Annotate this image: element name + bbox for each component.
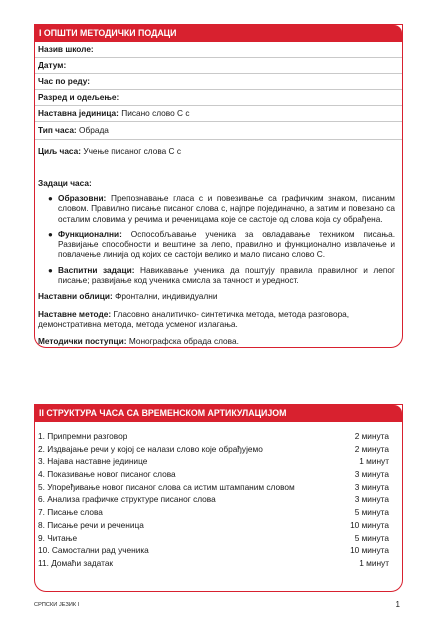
step-duration: 1 минут — [359, 456, 389, 467]
tasks-title: Задаци часа: — [38, 178, 92, 188]
step-text: 5. Упоређивање новог писаног слова са истим штампаним словом — [38, 481, 295, 492]
list-item — [38, 544, 399, 557]
step-text: 1. Припремни разговор — [38, 431, 128, 441]
step-duration: 1 минут — [359, 557, 389, 568]
list-item — [38, 481, 399, 494]
step-text: 3. Најава наставне јединице — [38, 456, 148, 467]
list-item — [48, 229, 395, 260]
bullet-icon: ● — [48, 194, 53, 203]
step-text: 7. Писање слова — [38, 507, 103, 518]
methods-label: Наставне методе: — [38, 308, 112, 319]
date-label: Датум: — [38, 60, 67, 70]
list-item — [48, 193, 395, 224]
list-item — [48, 265, 395, 286]
step-text: 9. Читање — [38, 532, 78, 543]
list-item — [38, 519, 399, 532]
type-row — [35, 122, 402, 140]
section-title: I ОПШТИ МЕТОДИЧКИ ПОДАЦИ — [35, 25, 402, 42]
grade-row — [35, 90, 402, 106]
list-item — [38, 506, 399, 519]
step-duration: 5 минута — [354, 532, 389, 543]
forms-label: Наставни облици: — [38, 291, 113, 302]
bullet-icon: ● — [48, 229, 53, 239]
task-label: Образовни: — [58, 193, 107, 203]
methods-value: Гласовно аналитичко- синтетичка метода, метода разговора, демонстративна метода, метода усменог излагања. — [38, 308, 350, 329]
step-duration: 3 минута — [354, 481, 389, 492]
goal-value: Учење писаног слова С с — [83, 146, 182, 156]
procedures-paragraph — [35, 336, 402, 346]
forms-paragraph — [35, 291, 402, 301]
tasks-list — [35, 193, 402, 285]
step-duration: 3 минута — [354, 469, 389, 480]
methods-paragraph — [35, 309, 402, 330]
list-item — [38, 493, 399, 506]
type-value: Обрада — [79, 125, 109, 135]
type-label: Тип часа: — [38, 125, 77, 135]
step-duration: 5 минута — [354, 507, 389, 518]
procedures-label: Методички поступци: — [38, 336, 127, 347]
step-text: 11. Домаћи задатак — [38, 557, 114, 568]
list-item — [38, 443, 399, 456]
goal-label: Циљ часа: — [38, 146, 82, 156]
forms-value: Фронтални, индивидуални — [115, 291, 218, 302]
step-duration: 10 минута — [350, 519, 389, 530]
unit-row — [35, 106, 402, 122]
general-data-section — [34, 24, 403, 348]
task-label: Васпитни задаци: — [58, 264, 135, 275]
list-item — [38, 455, 399, 468]
period-row — [35, 74, 402, 90]
list-item — [38, 532, 399, 545]
school-row — [35, 42, 402, 58]
goal-row — [35, 140, 402, 164]
step-text: 2. Издвајање речи у којој се налази слово које обрађујемо — [38, 443, 263, 454]
date-row — [35, 58, 402, 74]
step-duration: 2 минута — [354, 431, 389, 441]
unit-label: Наставна јединица: — [38, 108, 119, 118]
unit-value: Писано слово С с — [121, 108, 190, 118]
list-item — [38, 468, 399, 481]
lesson-structure-section — [34, 404, 403, 592]
structure-list — [35, 422, 402, 570]
task-text: Оспособљавање ученика за овладавање техником писања. Развијање способности и вештине за лепо, правилно и функционално извлачење и повлачење линија од којих се састоји велико и мало писано слово С. — [58, 228, 396, 260]
list-item — [38, 430, 399, 443]
section-title: II СТРУКТУРА ЧАСА СА ВРЕМЕНСКОМ АРТИКУЛАЦИЈОМ — [35, 405, 402, 422]
task-text: Навикавање ученика да поштују правила правилног и лепог писање; развијање код ученика смисла за тачност и уредност. — [58, 264, 395, 286]
step-duration: 2 минута — [354, 443, 389, 454]
step-duration: 3 минута — [354, 494, 389, 505]
bullet-icon: ● — [48, 265, 53, 275]
grade-label: Разред и одељење: — [38, 92, 120, 102]
period-label: Час по реду: — [38, 76, 91, 86]
task-text: Препознавање гласа с и повезивање са графичким знаком, писаним словом. Правилно писање писаног слова с, најпре појединачно, а затим и повезано са осталим словима у речима и реченицама које се састоје од слова која су обрађена. — [58, 193, 395, 224]
step-text: 4. Показивање новог писаног слова — [38, 469, 176, 480]
school-label: Назив школе: — [38, 44, 94, 54]
step-text: 10. Самостални рад ученика — [38, 545, 149, 556]
footer-subject: СРПСКИ ЈЕЗИК I — [34, 602, 80, 608]
step-duration: 10 минута — [350, 545, 389, 556]
step-text: 6. Анализа графичке структуре писаног слова — [38, 494, 216, 505]
page-number: 1 — [395, 600, 400, 609]
procedures-value: Монографска обрада слова. — [128, 336, 239, 347]
step-text: 8. Писање речи и реченица — [38, 519, 144, 530]
list-item — [38, 557, 399, 570]
task-label: Функционални: — [58, 228, 122, 239]
